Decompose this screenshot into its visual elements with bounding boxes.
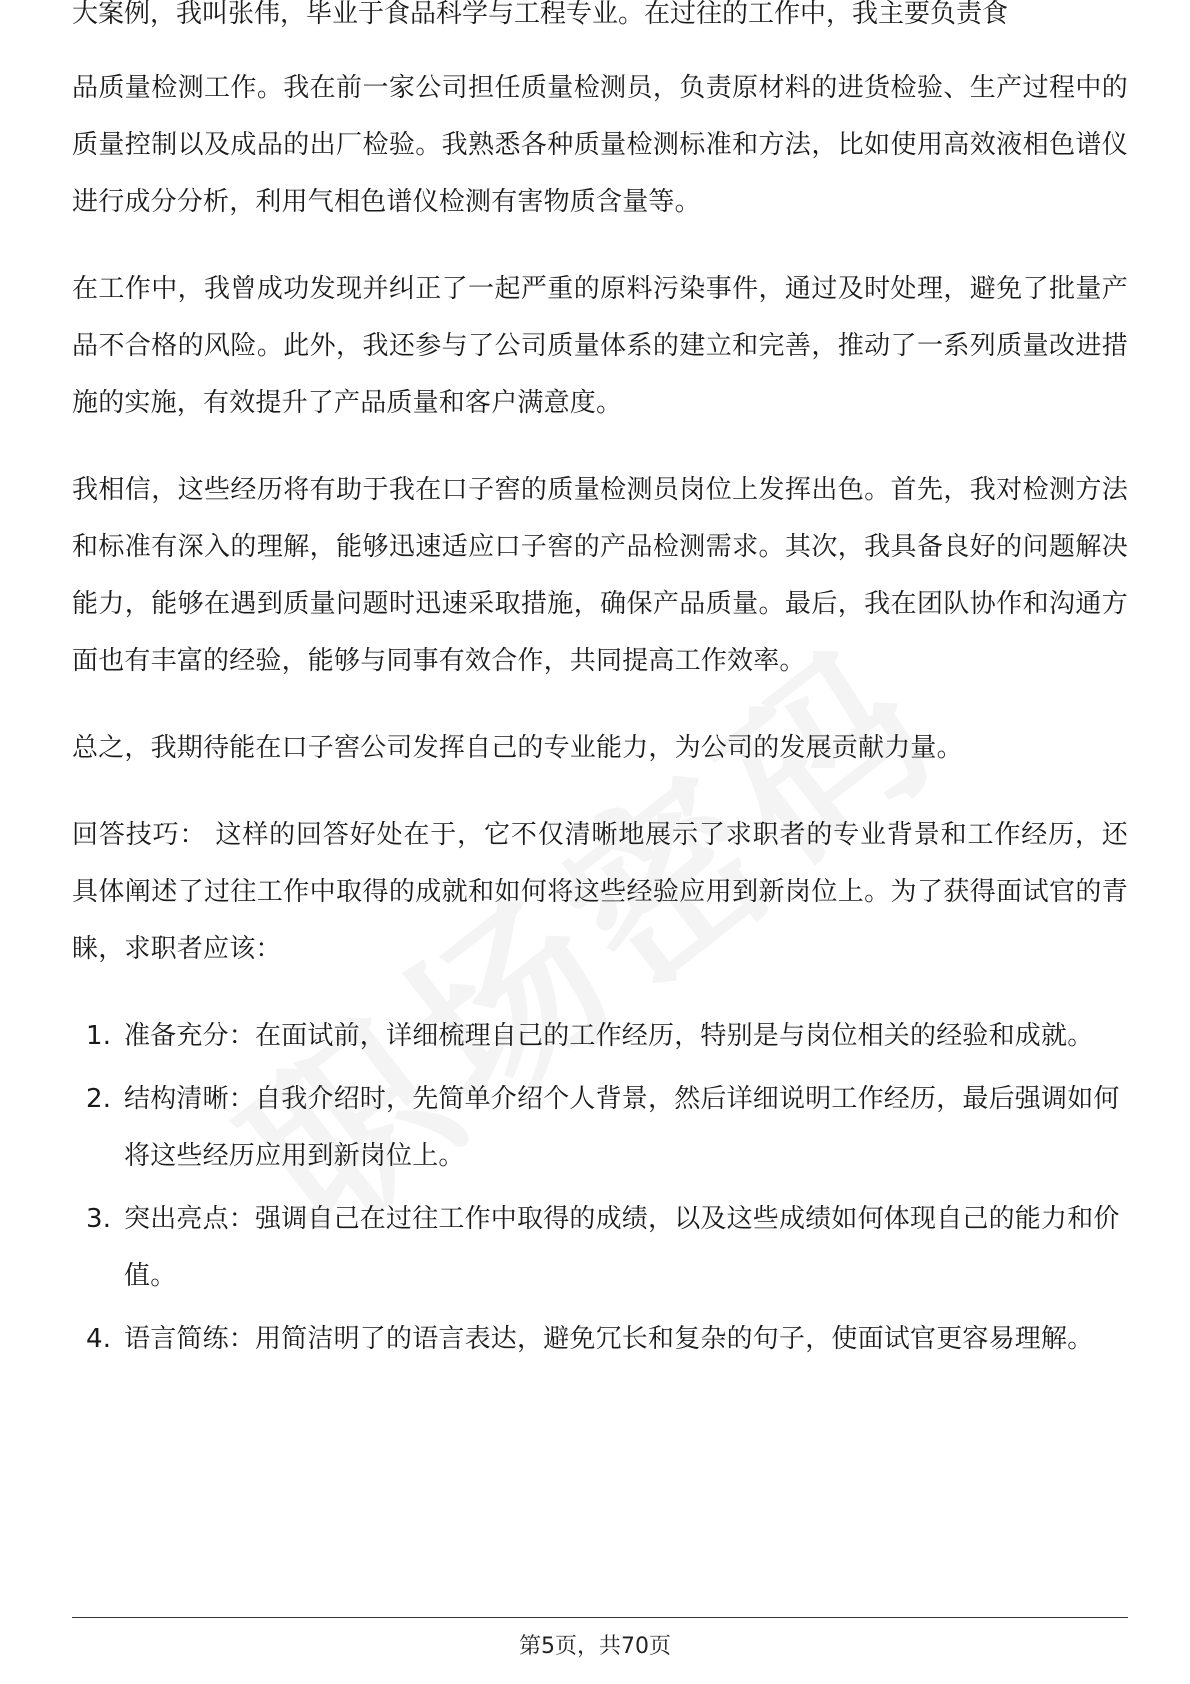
paragraph: 我相信，这些经历将有助于我在口子窖的质量检测员岗位上发挥出色。首先，我对检测方法和标准有深入的理解，能够迅速适应口子窖的产品检测需求。其次，我具备良好的问题解决能力，能够在遇到质量问题时迅速采取措施，确保产品质量。最后，我在团队协作和沟通方面也有丰富的经验，能够与同事有效合作，共同提高工作效率。 [72, 475, 1128, 676]
answer-tips-intro: 回答技巧： 这样的回答好处在于，它不仅清晰地展示了求职者的专业背景和工作经历，还具体阐述了过往工作中取得的成就和如何将这些经验应用到新岗位上。为了获得面试官的青睐，求职者应该： [72, 820, 1128, 964]
list-item-text: 语言简练：用简洁明了的语言表达，避免冗长和复杂的句子，使面试官更容易理解。 [124, 1324, 1094, 1354]
list-item [72, 1071, 1128, 1185]
tips-list [72, 1008, 1128, 1368]
list-item-text: 结构清晰：自我介绍时，先简单介绍个人背景，然后详细说明工作经历，最后强调如何将这些经历应用到新岗位上。 [124, 1084, 1120, 1171]
list-item [72, 1311, 1128, 1368]
list-number: 3. [86, 1204, 112, 1234]
paragraph: 在工作中，我曾成功发现并纠正了一起严重的原料污染事件，通过及时处理，避免了批量产品不合格的风险。此外，我还参与了公司质量体系的建立和完善，推动了一系列质量改进措施的实施，有效提升了产品质量和客户满意度。 [72, 274, 1128, 418]
list-number: 4. [86, 1324, 112, 1354]
list-item [72, 1191, 1128, 1305]
page-number: 第5页，共70页 [519, 1634, 671, 1659]
paragraph: 总之，我期待能在口子窖公司发挥自己的专业能力，为公司的发展贡献力量。 [72, 733, 963, 763]
cut-off-top-line [72, 0, 1122, 60]
list-item [72, 1008, 1128, 1065]
list-number: 1. [86, 1021, 112, 1051]
footer-divider [72, 1617, 1128, 1618]
cut-off-text: 大案例，我叫张伟，毕业于食品科学与工程专业。在过往的工作中，我主要负责食 [72, 0, 1009, 29]
list-item-text: 准备充分：在面试前，详细梳理自己的工作经历，特别是与岗位相关的经验和成就。 [124, 1021, 1094, 1051]
document-body [72, 60, 1128, 1374]
paragraph: 品质量检测工作。我在前一家公司担任质量检测员，负责原材料的进货检验、生产过程中的质量控制以及成品的出厂检验。我熟悉各种质量检测标准和方法，比如使用高效液相色谱仪进行成分分析，利用气相色谱仪检测有害物质含量等。 [72, 73, 1128, 217]
list-item-text: 突出亮点：强调自己在过往工作中取得的成绩，以及这些成绩如何体现自己的能力和价值。 [124, 1204, 1120, 1291]
list-number: 2. [86, 1084, 112, 1114]
